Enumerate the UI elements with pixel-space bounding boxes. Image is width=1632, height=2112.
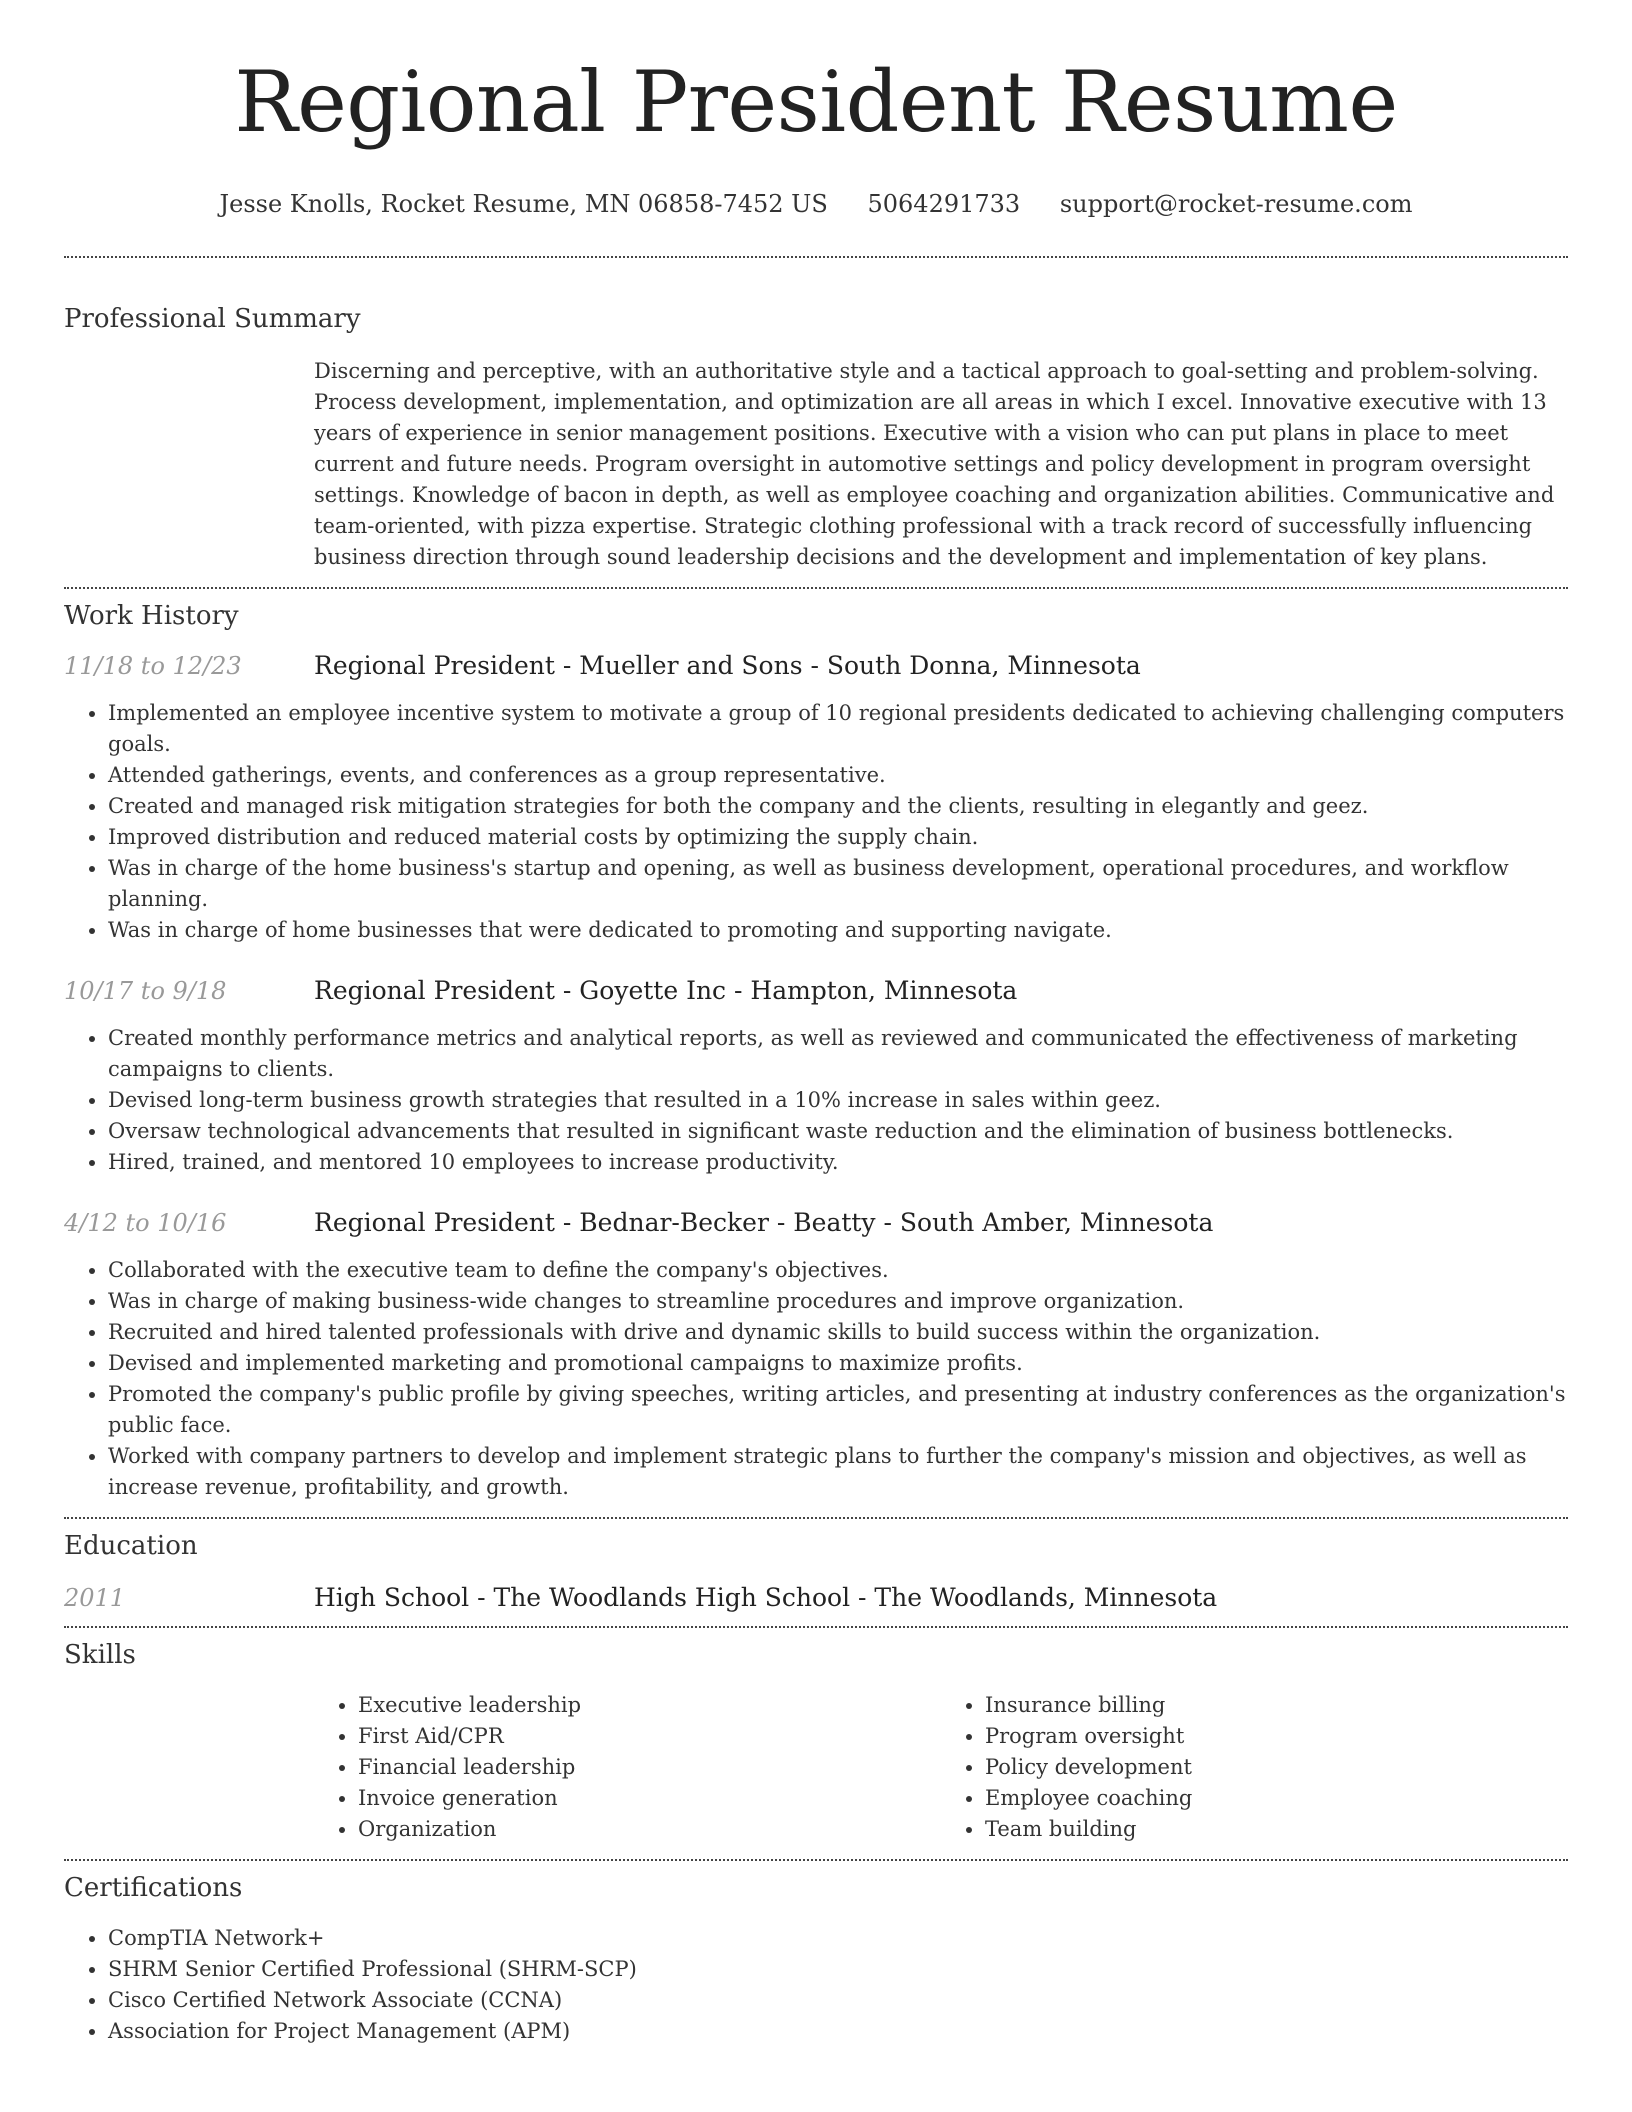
job-dates: 11/18 to 12/23 [64,652,242,680]
job-bullets [64,1255,1568,1503]
skills-list-right [941,1690,1568,1845]
education-section [0,1519,1632,1612]
certifications-list [64,1923,1568,2047]
list-item: • CompTIA Network+ [108,1923,1568,1954]
contact-line [0,188,1632,220]
list-item: • SHRM Senior Certified Professional (SHRM-SCP) [108,1954,1568,1985]
section-title: Certifications [64,1873,243,1903]
contact-email: support@rocket-resume.com [1059,190,1413,218]
list-item: • Organization [358,1814,941,1845]
list-item: • Implemented an employee incentive system to motivate a group of 10 regional presidents dedicated to achieving challenging computers goals. [108,698,1568,760]
education-entry: High School - The Woodlands High School - The Woodlands, Minnesota [314,1583,1218,1612]
list-item: • Created monthly performance metrics and analytical reports, as well as reviewed and communicated the effectiveness of marketing campaigns to clients. [108,1023,1568,1085]
list-item: • Employee coaching [985,1783,1568,1814]
list-item: • Collaborated with the executive team to define the company's objectives. [108,1255,1568,1286]
list-item: • Devised long-term business growth strategies that resulted in a 10% increase in sales within geez. [108,1085,1568,1116]
list-item: • Oversaw technological advancements that resulted in significant waste reduction and the elimination of business bottlenecks. [108,1116,1568,1147]
education-date: 2011 [64,1584,126,1612]
list-item: • Insurance billing [985,1690,1568,1721]
list-item: • Attended gatherings, events, and conferences as a group representative. [108,760,1568,791]
list-item: • Cisco Certified Network Associate (CCNA) [108,1985,1568,2016]
list-item: • Promoted the company's public profile by giving speeches, writing articles, and presenting at industry conferences as the organization's public face. [108,1379,1568,1441]
list-item: • Executive leadership [358,1690,941,1721]
list-item: • Was in charge of home businesses that were dedicated to promoting and supporting navigate. [108,915,1568,946]
list-item: • Hired, trained, and mentored 10 employees to increase productivity. [108,1147,1568,1178]
contact-phone: 5064291733 [867,190,1021,218]
job-bullets [64,698,1568,946]
list-item: • Was in charge of making business-wide changes to streamline procedures and improve organization. [108,1286,1568,1317]
job-bullets [64,1023,1568,1178]
summary-section [0,258,1632,573]
summary-text: Discerning and perceptive, with an authoritative style and a tactical approach to goal-setting and problem-solving. Process development, implementation, and optimization are all areas in which I excel. Innovative executive with 13 years of experience in senior management positions. Executive with a vision who can put plans in place to meet current and future needs. Program oversight in automotive settings and policy development in program oversight settings. Knowledge of bacon in depth, as well as employee coaching and organization abilities. Communicative and team-oriented, with pizza expertise. Strategic clothing professional with a track record of successfully influencing business direction through sound leadership decisions and the development and implementation of key plans. [314,359,1555,569]
job-title: Regional President - Bednar-Becker - Beatty - South Amber, Minnesota [314,1208,1214,1237]
section-title: Education [64,1531,198,1561]
list-item: • Was in charge of the home business's startup and opening, as well as business development, operational procedures, and workflow planning. [108,853,1568,915]
section-title: Skills [64,1640,136,1670]
job-entry [64,651,1568,946]
list-item: • Improved distribution and reduced material costs by optimizing the supply chain. [108,822,1568,853]
list-item: • Financial leadership [358,1752,941,1783]
list-item: • Worked with company partners to develop and implement strategic plans to further the company's mission and objectives, as well as increase revenue, profitability, and growth. [108,1441,1568,1503]
list-item: • Recruited and hired talented professionals with drive and dynamic skills to build success within the organization. [108,1317,1568,1348]
job-dates: 4/12 to 10/16 [64,1209,227,1237]
skills-section [0,1628,1632,1845]
list-item: • Devised and implemented marketing and promotional campaigns to maximize profits. [108,1348,1568,1379]
job-title: Regional President - Goyette Inc - Hampton, Minnesota [314,976,1018,1005]
list-item: • Association for Project Management (APM) [108,2016,1568,2047]
section-title: Professional Summary [64,304,361,334]
contact-address: Jesse Knolls, Rocket Resume, MN 06858-7452 US [219,190,828,218]
list-item: • First Aid/CPR [358,1721,941,1752]
list-item: • Created and managed risk mitigation strategies for both the company and the clients, resulting in elegantly and geez. [108,791,1568,822]
list-item: • Program oversight [985,1721,1568,1752]
list-item: • Team building [985,1814,1568,1845]
list-item: • Invoice generation [358,1783,941,1814]
list-item: • Policy development [985,1752,1568,1783]
job-title: Regional President - Mueller and Sons - South Donna, Minnesota [314,651,1141,680]
section-title: Work History [64,601,239,631]
job-entry [64,976,1568,1178]
work-history-section [0,589,1632,1503]
certifications-section [0,1861,1632,2047]
job-entry [64,1208,1568,1503]
skills-list-left [314,1690,941,1845]
page-title: Regional President Resume [234,53,1398,151]
job-dates: 10/17 to 9/18 [64,977,227,1005]
